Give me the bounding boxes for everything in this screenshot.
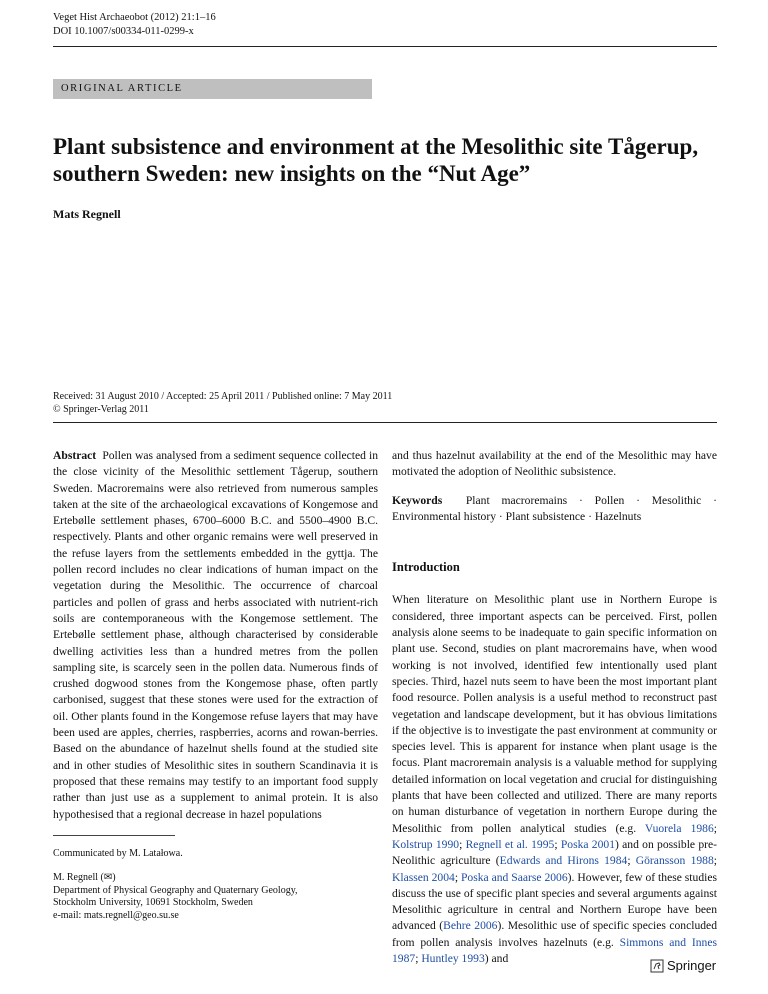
publisher-logo [650, 958, 716, 973]
citation-link[interactable]: Poska 2001 [560, 837, 615, 851]
university: Stockholm University, 10691 Stockholm, Sweden [53, 897, 253, 908]
footnote-rule [53, 835, 175, 836]
abstract-heading: Abstract [53, 449, 97, 462]
keywords-heading: Keywords [392, 493, 443, 507]
publisher-name: Springer [667, 958, 717, 973]
citation-link[interactable]: Huntley 1993 [421, 952, 485, 966]
department: Department of Physical Geography and Quaternary Geology, [53, 884, 298, 896]
dates-line: Received: 31 August 2010 / Accepted: 25 April 2011 / Published online: 7 May 2011 [53, 391, 393, 402]
abstract [53, 448, 378, 823]
abstract-column [53, 448, 378, 823]
citation-link[interactable]: Klassen 2004 [392, 870, 455, 884]
abstract-text: Pollen was analysed from a sediment sequence collected in the close vicinity of the Mesolithic settlement Tågerup, southern Sweden. Macroremains were also retrieved from numerous samples taken at the site of the archaeological excavations of Kongemose and Ertebølle settlement phases, 6700–6000 B.C. and 5500–4900 B.C. respectively. Plants and other organic remains were well preserved in the refuse layers from the settlements embedded in the gyttja. The pollen record includes no clear indications of human impact on the vegetation during the Mesolithic. The occurrence of charcoal particles and pollen of grass and herbs associated with nutrient-rich soils are contemporaneous with the Kongemose settlement. The Ertebølle settlement phase, although characterised by considerable dwelling activities less than a hundred metres from the pollen sampling site, is scarcely seen in the pollen data. Numerous finds of crushed dogwood stones from the Kongemose phase, often partly carbonised, suggest that these stones were used for the extraction of oil. Other plants found in the Kongemose refuse layers that may have been used are apples, cherries, raspberries, acorns and rowan-berries. Based on the abundance of hazelnut shells found at the studied site and in other studies of Mesolithic sites in southern Scandinavia it is proposed that these remains may testify to an important food supply rather than just use as a supplement to animal protein. It is also hypothesised that a regional decrease in hazel populations [53, 449, 379, 821]
author-affiliation [53, 872, 298, 922]
publication-dates [53, 390, 392, 416]
introduction-text: When literature on Mesolithic plant use in Northern Europe is considered, three important aspects can be perceived. First, pollen analysis alone seems to be inadequate to gain specific information on plant use. Second, studies on plant macroremains have, when wood working is not involved, identified few intentionally used plant species. Third, hazel nuts seem to have been the most important plant food resource. Pollen analysis is a useful method to reconstruct past vegetation and landscape development, but it has obvious limitations if the objective is to investigate the past environment at community or species level. This is apparent for instance when plant usage is the focus. Plant macroremain analysis is a valuable method for supplying detailed information on local vegetation and crucial for distinguishing plants that have been collected and utilized. There are many reports on human disturbance of vegetation in northern Europe during the Mesolithic from pollen analytical studies (e.g. Vuorela 1986; Kolstrup 1990; Regnell et al. 1995; Poska 2001) and on possible pre-Neolithic agriculture (Edwards and Hirons 1984; Göransson 1988; Klassen 2004; Poska and Saarse 2006). However, few of these studies discuss the use of specific plant species and several arguments against Mesolithic agriculture in central and Northern Europe have been advanced (Behre 2006). Mesolithic use of specific species concluded from pollen analysis involves hazelnuts (e.g. Simmons and Innes 1987; Huntley 1993) and [392, 593, 718, 966]
communicated-by: Communicated by M. Latałowa. [53, 848, 183, 859]
copyright-line: © Springer-Verlag 2011 [53, 404, 149, 415]
citation-link[interactable]: Vuorela 1986 [644, 821, 714, 835]
springer-horse-icon [650, 959, 664, 973]
abstract-continuation: and thus hazelnut availability at the end of the Mesolithic may have motivated the adoption of Neolithic subsistence. [392, 449, 717, 479]
citation-link[interactable]: Behre 2006 [443, 919, 498, 933]
journal-header [53, 11, 216, 39]
article-title [53, 133, 717, 187]
header-rule [53, 46, 717, 47]
email: e-mail: mats.regnell@geo.su.se [53, 909, 179, 921]
citation-link[interactable]: Simmons and Innes 1987 [392, 935, 717, 966]
author-name: Mats Regnell [53, 207, 121, 221]
article-type-banner: ORIGINAL ARTICLE [53, 79, 372, 99]
keywords [392, 493, 717, 526]
dates-rule [53, 422, 717, 423]
corresponding-author: M. Regnell (✉) [53, 872, 116, 883]
citation-link[interactable]: Regnell et al. 1995 [465, 837, 555, 851]
journal-citation: Veget Hist Archaeobot (2012) 21:1–16 [53, 12, 216, 23]
right-column [392, 448, 717, 967]
introduction-heading: Introduction [392, 560, 460, 575]
keywords-text: Plant macroremains · Pollen · Mesolithic · Environmental history · Plant subsistence · Hazelnuts [392, 493, 717, 523]
citation-link[interactable]: Poska and Saarse 2006 [460, 870, 568, 884]
citation-link[interactable]: Kolstrup 1990 [392, 837, 460, 851]
citation-link[interactable]: Edwards and Hirons 1984 [499, 854, 628, 868]
title-line-2: southern Sweden: new insights on the “Nut Age” [53, 161, 531, 186]
doi: DOI 10.1007/s00334-011-0299-x [53, 26, 194, 37]
citation-link[interactable]: Göransson 1988 [635, 854, 714, 868]
title-line-1: Plant subsistence and environment at the Mesolithic site Tågerup, [53, 134, 699, 159]
